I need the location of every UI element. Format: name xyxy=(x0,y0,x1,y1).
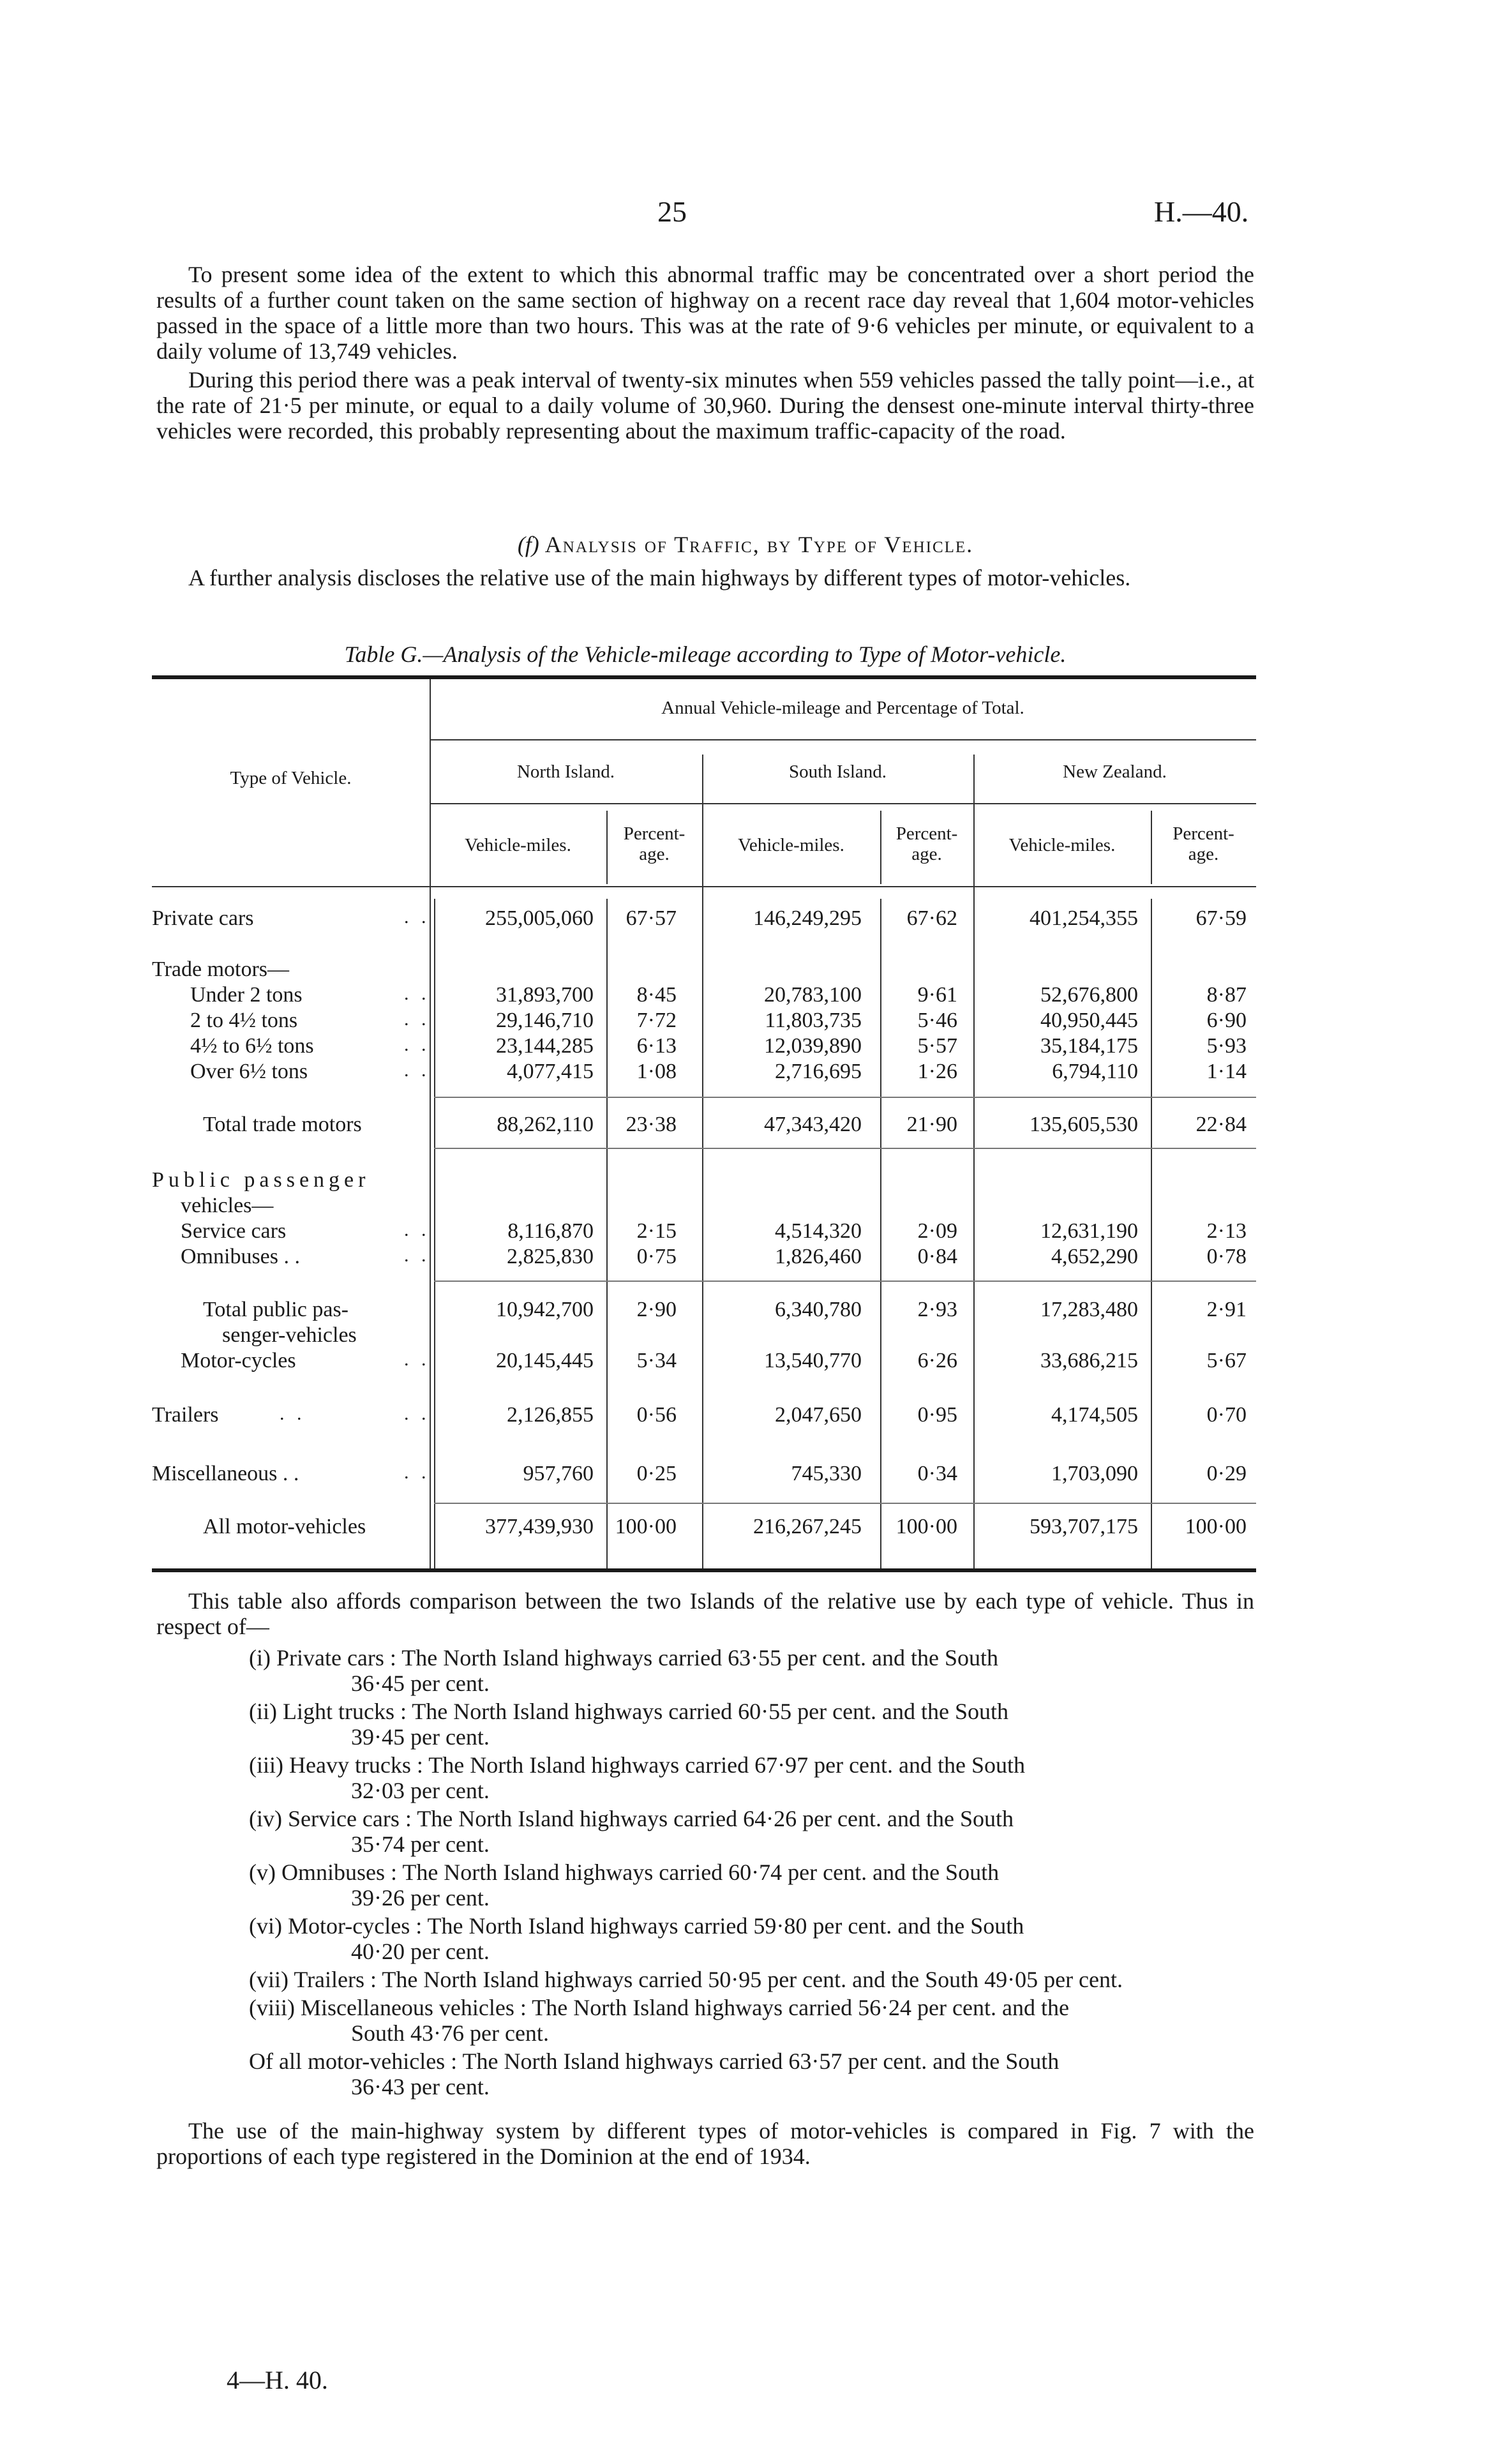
row-label-service: Service cars xyxy=(181,1219,287,1243)
cell-service-col2: 2·15 xyxy=(636,1219,677,1243)
cell-service-col1: 8,116,870 xyxy=(507,1219,594,1243)
comparison-item-number: (ii) xyxy=(249,1699,277,1724)
leader-dots: . . xyxy=(404,1034,430,1055)
cell-trailers-col4: 0·95 xyxy=(917,1403,957,1427)
cell-all-col2: 100·00 xyxy=(615,1515,677,1538)
cell-over6-col2: 1·08 xyxy=(636,1060,677,1083)
leader-dots: . . xyxy=(404,1060,430,1081)
cell-four-to-6-col3: 12,039,890 xyxy=(764,1034,862,1058)
cell-under2-col5: 52,676,800 xyxy=(1040,983,1138,1007)
pct-header-line2: age. xyxy=(639,844,670,864)
table-rule xyxy=(430,739,1256,740)
table-vline xyxy=(702,755,703,1568)
cell-total-ppv-col2: 2·90 xyxy=(636,1298,677,1321)
pct-header-line2: age. xyxy=(911,844,942,864)
comparison-item-number: (iv) xyxy=(249,1806,282,1831)
leader-dots: . . xyxy=(404,1219,430,1240)
ni-percentage-header xyxy=(606,823,702,864)
cell-total-ppv-col1: 10,942,700 xyxy=(496,1298,594,1321)
comparison-item-text: Omnibuses : The North Island highways carried 60·74 per cent. and the South xyxy=(281,1859,1000,1885)
cell-misc-col6: 0·29 xyxy=(1206,1462,1247,1485)
comparison-item xyxy=(249,1967,1254,1992)
cell-motorcycles-col6: 5·67 xyxy=(1206,1349,1247,1372)
comparison-item-continuation: 35·74 per cent. xyxy=(351,1831,490,1857)
cell-service-col3: 4,514,320 xyxy=(775,1219,862,1243)
cell-private-col1: 255,005,060 xyxy=(485,906,594,930)
table-bottom-rule xyxy=(152,1568,1256,1572)
row-label-total-trade: Total trade motors xyxy=(203,1113,362,1136)
cell-omnibuses-col6: 0·78 xyxy=(1206,1245,1247,1268)
leader-dots: . . xyxy=(404,1349,430,1370)
row-label-private: Private cars xyxy=(152,906,254,930)
comparison-item-line xyxy=(249,1995,1254,2020)
cell-motorcycles-col2: 5·34 xyxy=(636,1349,677,1372)
page-number: 25 xyxy=(657,195,687,228)
row-label-misc: Miscellaneous . . xyxy=(152,1462,299,1485)
cell-omnibuses-col1: 2,825,830 xyxy=(507,1245,594,1268)
comparison-item-number: (viii) xyxy=(249,1995,295,2020)
intro-paragraph-1: To present some idea of the extent to which this abnormal traffic may be concentrated over a short period the results of a further count taken on the same section of highway on a recent race day reveal that 1,604 motor-vehicles passed in the space of a little more than two hours. This was at the rate of 9·6 vehicles per minute, or equivalent to a daily volume of 13,749 vehicles. xyxy=(156,262,1254,364)
cell-under2-col2: 8·45 xyxy=(636,983,677,1007)
cell-over6-col5: 6,794,110 xyxy=(1052,1060,1138,1083)
cell-under2-col6: 8·87 xyxy=(1206,983,1247,1007)
comparison-item xyxy=(249,1645,1254,1696)
cell-private-col3: 146,249,295 xyxy=(753,906,862,930)
comparison-item xyxy=(249,1913,1254,1964)
comparison-item-number: (vi) xyxy=(249,1913,282,1939)
comparison-item-number: (i) xyxy=(249,1645,271,1671)
south-island-header: South Island. xyxy=(788,762,887,782)
cell-four-to-6-col6: 5·93 xyxy=(1206,1034,1247,1058)
cell-under2-col1: 31,893,700 xyxy=(496,983,594,1007)
row-label-total-ppv: Total public pas- xyxy=(203,1298,349,1321)
section-prefix: (f) xyxy=(517,532,539,557)
comparison-item-continuation: 32·03 per cent. xyxy=(351,1778,490,1803)
comparison-item-line xyxy=(249,1967,1254,1992)
comparison-item-continuation: 36·43 per cent. xyxy=(351,2074,490,2100)
leader-dots: . . xyxy=(404,906,430,928)
cell-service-col5: 12,631,190 xyxy=(1040,1219,1138,1243)
section-paragraph: A further analysis discloses the relative use of the main highways by different types of motor-vehicles. xyxy=(188,565,1131,590)
pct-header-line1: Percent- xyxy=(895,823,958,844)
si-vehicle-miles-header: Vehicle-miles. xyxy=(738,835,844,855)
cell-two-to-4-col2: 7·72 xyxy=(636,1009,677,1032)
comparison-intro: This table also affords comparison between the two Islands of the relative use by each type of vehicle. Thus in respect of— xyxy=(156,1588,1254,1639)
ni-vehicle-miles-header: Vehicle-miles. xyxy=(465,835,571,855)
cell-two-to-4-col3: 11,803,735 xyxy=(765,1009,862,1032)
table-rule xyxy=(152,886,1256,887)
comparison-item-text: Heavy trucks : The North Island highways carried 67·97 per cent. and the South xyxy=(288,1752,1026,1778)
section-title: Analysis of Traffic, by Type of Vehicle. xyxy=(544,532,974,557)
table-stub-header: Type of Vehicle. xyxy=(230,768,352,788)
cell-two-to-4-col4: 5·46 xyxy=(917,1009,957,1032)
row-label-4-to-6: 4½ to 6½ tons xyxy=(190,1034,314,1058)
comparison-item-number: Of all xyxy=(249,2048,302,2074)
cell-trailers-col3: 2,047,650 xyxy=(775,1403,862,1427)
cell-misc-col2: 0·25 xyxy=(636,1462,677,1485)
leader-dots: . . xyxy=(404,1403,430,1424)
pct-header-line1: Percent- xyxy=(623,823,686,844)
comparison-item-continuation: 36·45 per cent. xyxy=(351,1671,490,1696)
cell-omnibuses-col3: 1,826,460 xyxy=(775,1245,862,1268)
row-label-ppv-heading-2: vehicles— xyxy=(181,1194,274,1217)
comparison-item-text: Miscellaneous vehicles : The North Island highways carried 56·24 per cent. and the xyxy=(300,1995,1069,2020)
intro-paragraph-2: During this period there was a peak interval of twenty-six minutes when 559 vehicles passed the tally point—i.e., at the rate of 21·5 per minute, or equal to a daily volume of 30,960. During the densest one-minute interval thirty-three vehicles were recorded, this probably representing about the maximum traffic-capacity of the road. xyxy=(156,367,1254,444)
comparison-item-number: (v) xyxy=(249,1859,276,1885)
table-top-rule xyxy=(152,675,1256,679)
comparison-item-text: Private cars : The North Island highways carried 63·55 per cent. and the South xyxy=(276,1645,998,1671)
comparison-item-line xyxy=(249,1699,1254,1724)
comparison-list xyxy=(249,1645,1254,2102)
table-vline xyxy=(973,755,975,1568)
comparison-item xyxy=(249,1859,1254,1911)
cell-misc-col4: 0·34 xyxy=(917,1462,957,1485)
cell-all-col4: 100·00 xyxy=(895,1515,957,1538)
cell-total-trade-col2: 23·38 xyxy=(626,1113,677,1136)
cell-omnibuses-col4: 0·84 xyxy=(917,1245,957,1268)
table-rule xyxy=(430,803,1256,804)
cell-four-to-6-col5: 35,184,175 xyxy=(1040,1034,1138,1058)
section-heading xyxy=(0,531,1491,558)
comparison-item-line xyxy=(249,2048,1254,2074)
cell-private-col5: 401,254,355 xyxy=(1030,906,1138,930)
row-label-2-to-4: 2 to 4½ tons xyxy=(190,1009,298,1032)
cell-total-ppv-col5: 17,283,480 xyxy=(1040,1298,1138,1321)
row-label-under-2: Under 2 tons xyxy=(190,983,303,1007)
row-label-trailers: Trailers xyxy=(152,1403,219,1427)
comparison-item xyxy=(249,1806,1254,1857)
comparison-item xyxy=(249,2048,1254,2100)
cell-misc-col3: 745,330 xyxy=(791,1462,862,1485)
cell-four-to-6-col4: 5·57 xyxy=(917,1034,957,1058)
table-rule xyxy=(434,1281,1256,1282)
table-caption: Table G.—Analysis of the Vehicle-mileage according to Type of Motor-vehicle. xyxy=(344,642,1067,667)
cell-private-col6: 67·59 xyxy=(1195,906,1247,930)
cell-all-col3: 216,267,245 xyxy=(753,1515,862,1538)
cell-trailers-col6: 0·70 xyxy=(1206,1403,1247,1427)
comparison-item-line xyxy=(249,1913,1254,1939)
cell-two-to-4-col1: 29,146,710 xyxy=(496,1009,594,1032)
comparison-item xyxy=(249,1699,1254,1750)
cell-total-ppv-col4: 2·93 xyxy=(917,1298,957,1321)
comparison-item-continuation: South 43·76 per cent. xyxy=(351,2020,549,2046)
row-label-all: All motor-vehicles xyxy=(203,1515,366,1538)
table-spanner-header: Annual Vehicle-mileage and Percentage of Total. xyxy=(661,698,1024,718)
nz-percentage-header xyxy=(1151,823,1256,864)
cell-total-trade-col5: 135,605,530 xyxy=(1030,1113,1138,1136)
comparison-item-line xyxy=(249,1859,1254,1885)
cell-four-to-6-col1: 23,144,285 xyxy=(496,1034,594,1058)
comparison-item-number: (iii) xyxy=(249,1752,283,1778)
row-label-total-ppv-2: senger-vehicles xyxy=(222,1323,357,1347)
cell-omnibuses-col5: 4,652,290 xyxy=(1051,1245,1138,1268)
leader-dots: . . xyxy=(404,1245,430,1266)
cell-motorcycles-col1: 20,145,445 xyxy=(496,1349,594,1372)
cell-under2-col4: 9·61 xyxy=(917,983,957,1007)
cell-four-to-6-col2: 6·13 xyxy=(636,1034,677,1058)
cell-service-col4: 2·09 xyxy=(917,1219,957,1243)
row-label-trade-heading: Trade motors— xyxy=(152,958,290,981)
pct-header-line1: Percent- xyxy=(1173,823,1234,844)
cell-total-trade-col3: 47,343,420 xyxy=(764,1113,862,1136)
comparison-item-line xyxy=(249,1645,1254,1671)
cell-total-ppv-col3: 6,340,780 xyxy=(775,1298,862,1321)
table-rule xyxy=(434,1148,1256,1149)
cell-over6-col4: 1·26 xyxy=(917,1060,957,1083)
cell-over6-col1: 4,077,415 xyxy=(507,1060,594,1083)
cell-all-col6: 100·00 xyxy=(1185,1515,1247,1538)
cell-trailers-col1: 2,126,855 xyxy=(507,1403,594,1427)
comparison-item-text: Motor-cycles : The North Island highways carried 59·80 per cent. and the South xyxy=(287,1913,1024,1939)
cell-two-to-4-col5: 40,950,445 xyxy=(1040,1009,1138,1032)
comparison-item-continuation: 40·20 per cent. xyxy=(351,1939,490,1964)
cell-two-to-4-col6: 6·90 xyxy=(1206,1009,1247,1032)
si-percentage-header xyxy=(880,823,973,864)
nz-vehicle-miles-header: Vehicle-miles. xyxy=(1008,835,1116,855)
cell-omnibuses-col2: 0·75 xyxy=(636,1245,677,1268)
comparison-item xyxy=(249,1752,1254,1803)
pct-header-line2: age. xyxy=(1188,844,1219,864)
cell-motorcycles-col3: 13,540,770 xyxy=(764,1349,862,1372)
comparison-item-continuation: 39·45 per cent. xyxy=(351,1724,490,1750)
cell-total-trade-col1: 88,262,110 xyxy=(497,1113,594,1136)
cell-over6-col3: 2,716,695 xyxy=(775,1060,862,1083)
cell-under2-col3: 20,783,100 xyxy=(764,983,862,1007)
cell-private-col4: 67·62 xyxy=(906,906,957,930)
table-rule xyxy=(434,1097,1256,1098)
comparison-item-continuation: 39·26 per cent. xyxy=(351,1885,490,1911)
comparison-item-text: Trailers : The North Island highways carried 50·95 per cent. and the South 49·05 per cent. xyxy=(294,1967,1123,1992)
cell-total-trade-col4: 21·90 xyxy=(906,1113,957,1136)
comparison-item-text: motor-vehicles : The North Island highways carried 63·57 per cent. and the South xyxy=(307,2048,1060,2074)
cell-over6-col6: 1·14 xyxy=(1206,1060,1247,1083)
row-label-ppv-heading: Public passenger xyxy=(152,1168,370,1192)
closing-paragraph: The use of the main-highway system by different types of motor-vehicles is compared in Fig. 7 with the proportions of each type registered in the Dominion at the end of 1934. xyxy=(156,2118,1254,2169)
cell-trailers-col2: 0·56 xyxy=(636,1403,677,1427)
cell-misc-col5: 1,703,090 xyxy=(1051,1462,1138,1485)
cell-all-col5: 593,707,175 xyxy=(1030,1515,1138,1538)
comparison-item xyxy=(249,1995,1254,2046)
vehicle-mileage-table xyxy=(152,675,1256,1572)
cell-total-ppv-col6: 2·91 xyxy=(1206,1298,1247,1321)
leader-dots: . . xyxy=(404,1462,430,1483)
footer-signature: 4—H. 40. xyxy=(227,2366,328,2394)
row-label-omnibuses: Omnibuses . . xyxy=(181,1245,300,1268)
comparison-item-text: Light trucks : The North Island highways carried 60·55 per cent. and the South xyxy=(282,1699,1009,1724)
leader-dots: . . xyxy=(404,1009,430,1030)
comparison-item-text: Service cars : The North Island highways carried 64·26 per cent. and the South xyxy=(287,1806,1014,1831)
leader-dots: . . xyxy=(404,983,430,1004)
row-label-over-6: Over 6½ tons xyxy=(190,1060,308,1083)
new-zealand-header: New Zealand. xyxy=(1063,762,1167,782)
cell-private-col2: 67·57 xyxy=(626,906,677,930)
cell-trailers-col5: 4,174,505 xyxy=(1051,1403,1138,1427)
comparison-item-line xyxy=(249,1806,1254,1831)
cell-motorcycles-col5: 33,686,215 xyxy=(1040,1349,1138,1372)
table-rule xyxy=(434,1503,1256,1504)
row-label-motorcycles: Motor-cycles xyxy=(181,1349,296,1372)
cell-total-trade-col6: 22·84 xyxy=(1195,1113,1247,1136)
cell-misc-col1: 957,760 xyxy=(523,1462,594,1485)
cell-motorcycles-col4: 6·26 xyxy=(917,1349,957,1372)
leader-dots: . . xyxy=(280,1403,306,1424)
comparison-item-number: (vii) xyxy=(249,1967,288,1992)
comparison-item-line xyxy=(249,1752,1254,1778)
document-reference: H.—40. xyxy=(1154,195,1249,228)
north-island-header: North Island. xyxy=(516,762,615,782)
cell-all-col1: 377,439,930 xyxy=(485,1515,594,1538)
cell-service-col6: 2·13 xyxy=(1206,1219,1247,1243)
